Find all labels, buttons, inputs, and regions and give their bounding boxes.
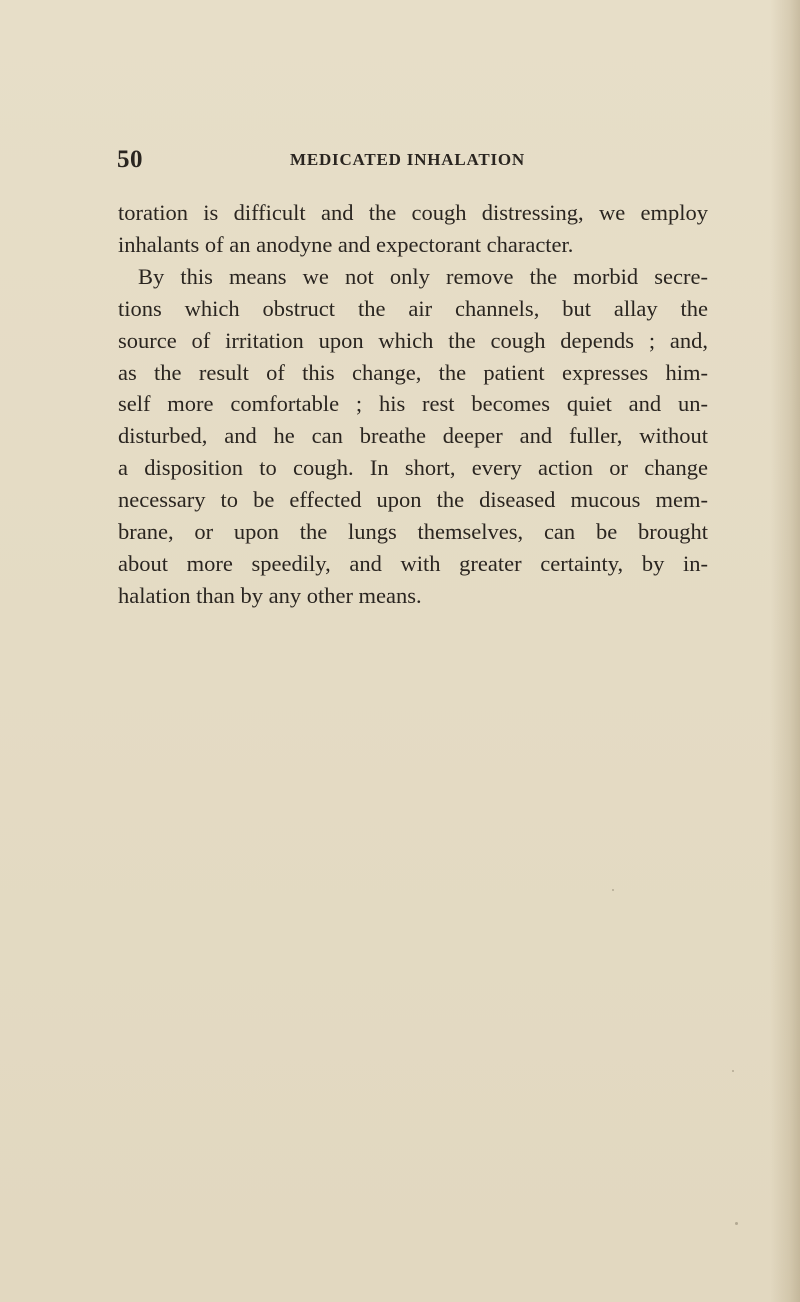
text-line: inhalants of an anodyne and expectorant character. xyxy=(118,231,574,257)
text-line: disturbed, and he can breathe deeper and fuller, without xyxy=(118,423,708,449)
paper-speck xyxy=(735,1222,738,1225)
page-number: 50 xyxy=(117,146,143,173)
text-line: self more comfortable ; his rest becomes quiet and un- xyxy=(118,391,708,417)
paragraph-start-line: By this means we not only remove the morbid secre- xyxy=(138,263,708,289)
text-line: a disposition to cough. In short, every action or change xyxy=(118,455,708,481)
text-line: tions which obstruct the air channels, but allay the xyxy=(118,295,708,321)
text-line: toration is difficult and the cough distressing, we employ xyxy=(118,200,708,225)
running-head xyxy=(117,146,707,172)
text-line: necessary to be effected upon the diseased mucous mem- xyxy=(118,487,708,513)
text-line: source of irritation upon which the cough depends ; and, xyxy=(118,327,708,353)
text-line: halation than by any other means. xyxy=(118,582,422,608)
paper-speck xyxy=(732,1070,734,1072)
text-line: brane, or upon the lungs themselves, can be brought xyxy=(118,519,708,545)
running-title: MEDICATED INHALATION xyxy=(290,150,525,169)
text-line: about more speedily, and with greater certainty, by in- xyxy=(118,550,708,576)
body-text xyxy=(118,197,708,612)
text-line: as the result of this change, the patient expresses him- xyxy=(118,359,708,385)
paper-speck xyxy=(612,889,614,891)
